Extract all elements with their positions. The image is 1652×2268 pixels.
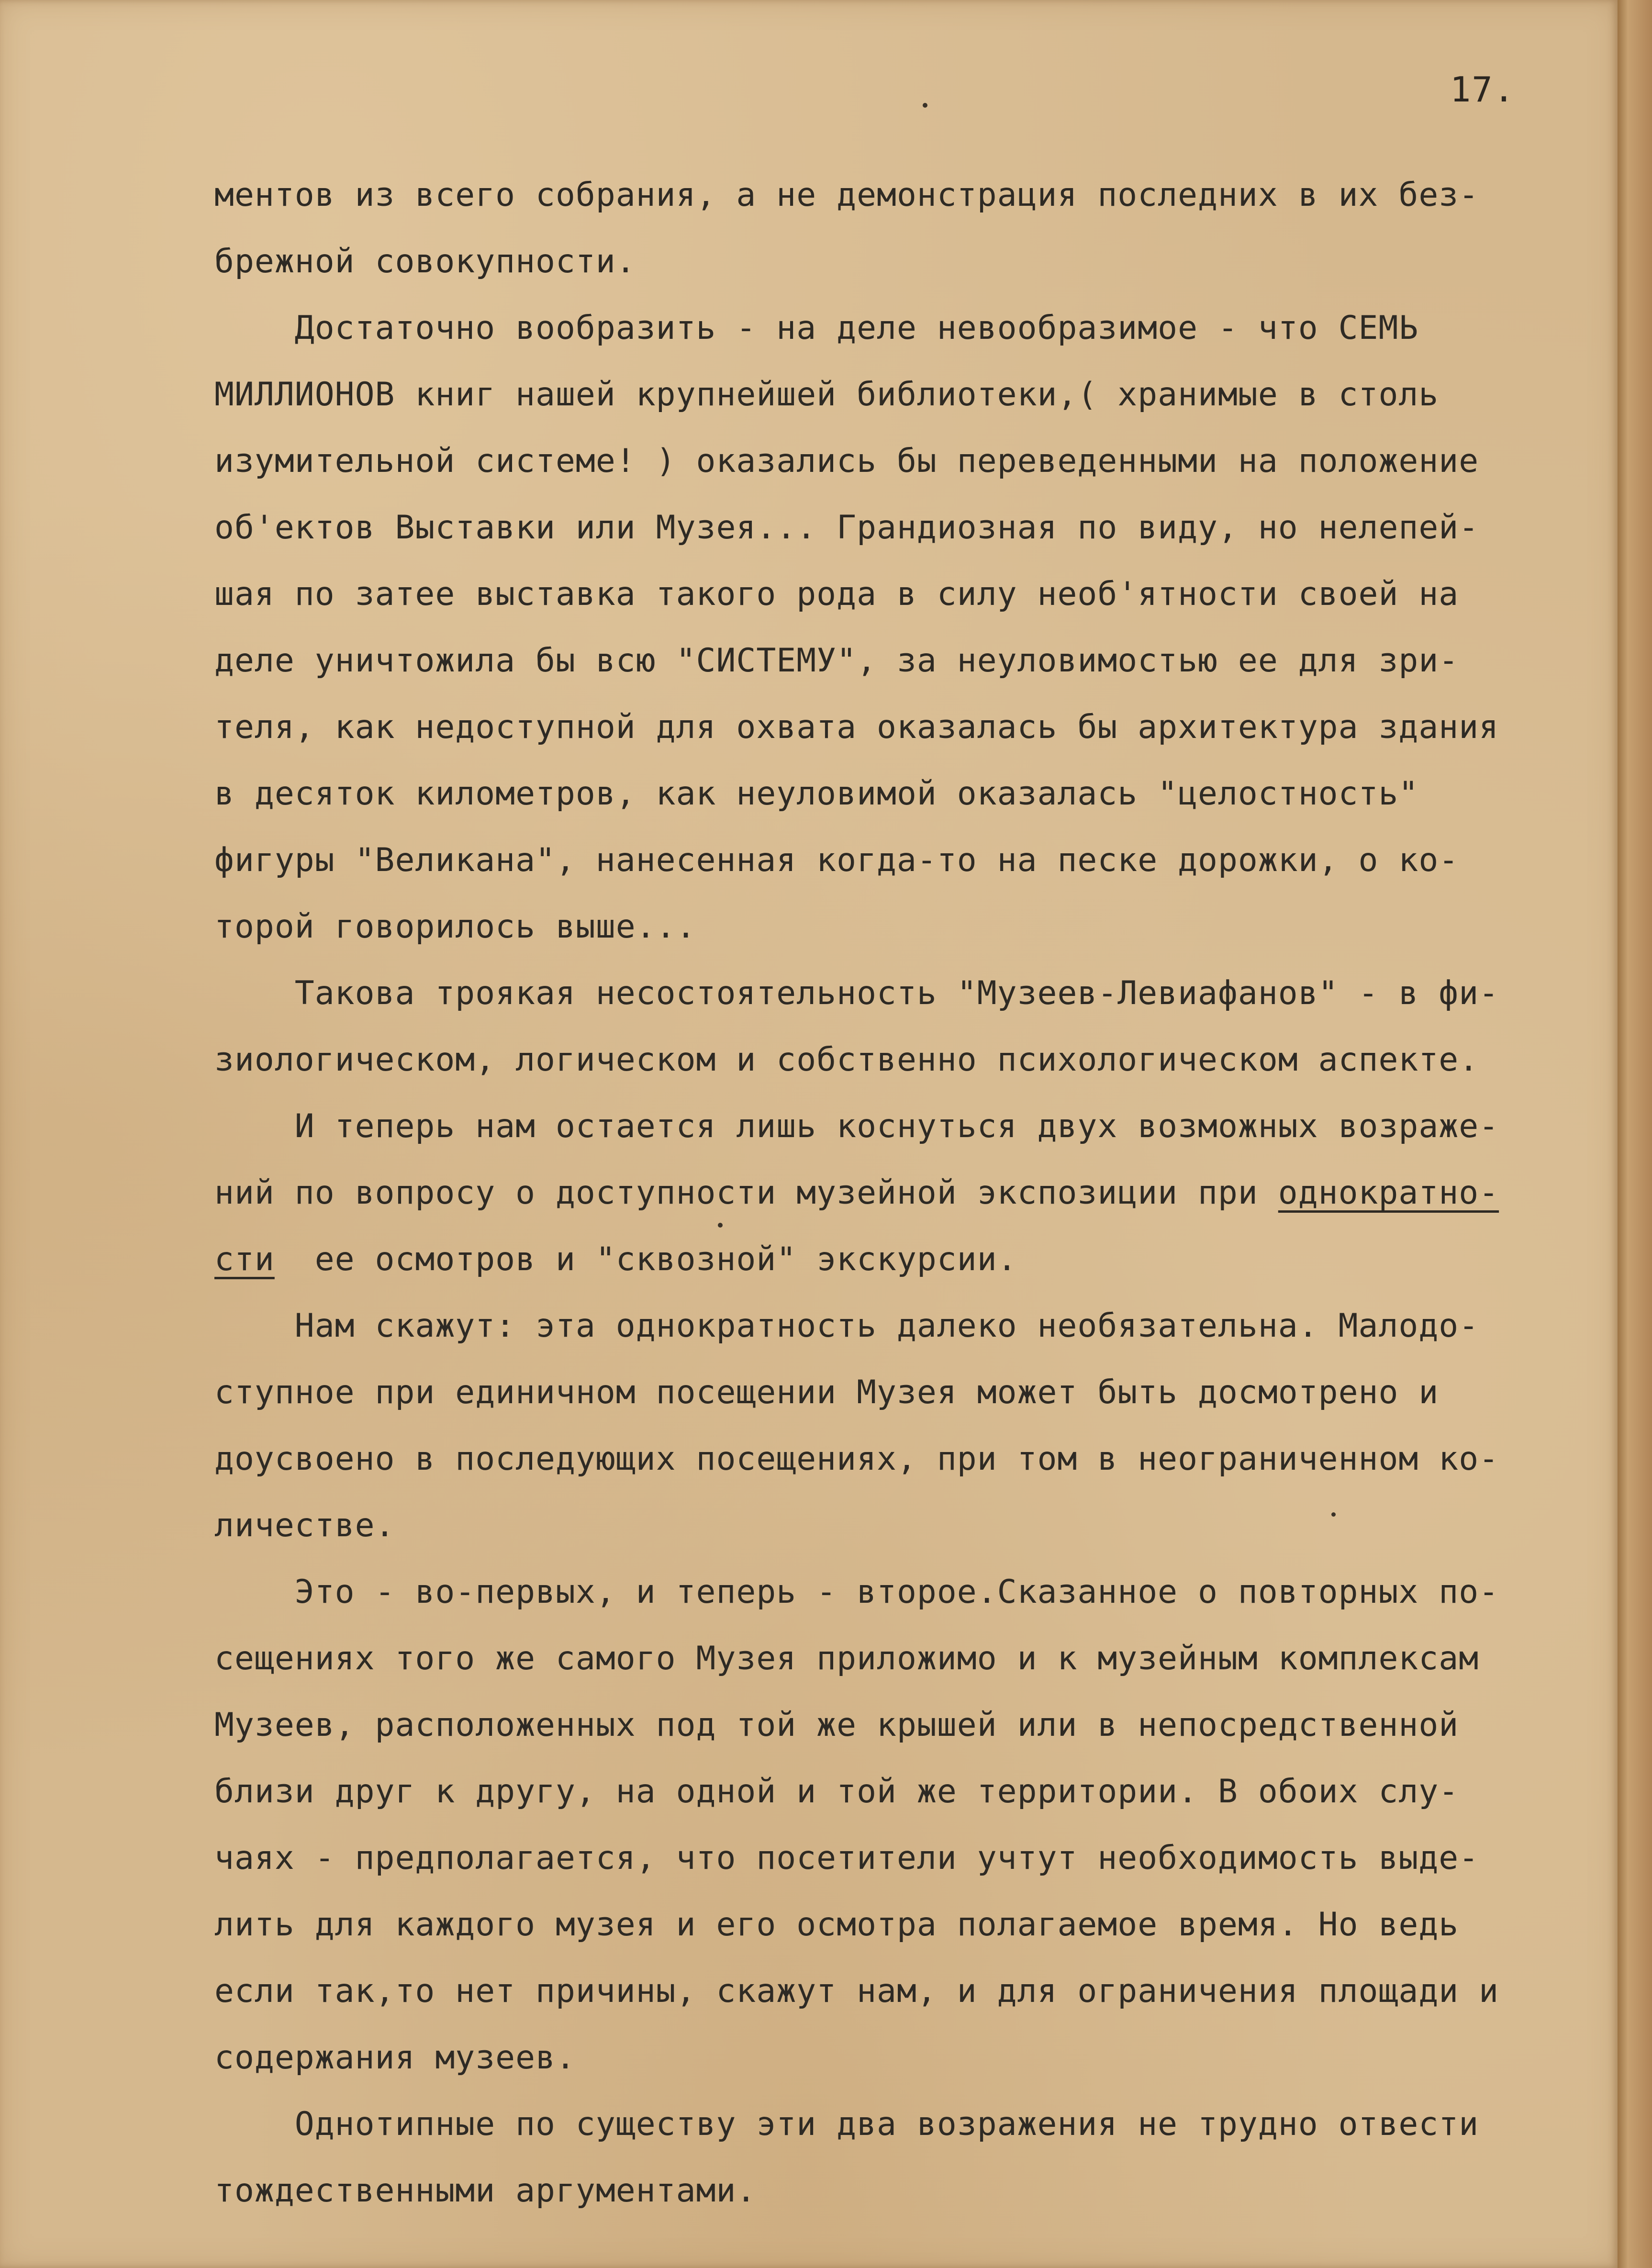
- text-line: ментов из всего собрания, а не демонстрация последних в их без-: [214, 176, 1479, 214]
- text-line: торой говорилось выше...: [214, 908, 696, 946]
- text-line: личестве.: [214, 1507, 395, 1544]
- text-line: об'ектов Выставки или Музея... Грандиозная по виду, но нелепей-: [214, 509, 1479, 547]
- text-line: ступное при единичном посещении Музея может быть досмотрено и: [214, 1374, 1439, 1411]
- typewritten-text: [214, 162, 1583, 2224]
- underlined-word: сти: [214, 1240, 275, 1278]
- text-line-with-underline: [214, 1160, 1583, 1226]
- text-line: если так,то нет причины, скажут нам, и для ограничения площади и: [214, 1972, 1499, 2010]
- text-line: Это - во-первых, и теперь - второе.Сказанное о повторных по-: [214, 1573, 1499, 1611]
- text-line: чаях - предполагается, что посетители учтут необходимость выде-: [214, 1839, 1479, 1877]
- text-line: тождественными аргументами.: [214, 2172, 757, 2210]
- text-line-with-underline: [214, 1226, 1583, 1293]
- text-line: лить для каждого музея и его осмотра полагаемое время. Но ведь: [214, 1906, 1459, 1944]
- text-line: Такова троякая несостоятельность "Музеев-Левиафанов" - в фи-: [214, 974, 1499, 1012]
- page-edge: [1618, 0, 1652, 2268]
- page-number: 17.: [1450, 69, 1516, 110]
- text-line: изумительной системе! ) оказались бы переведенными на положение: [214, 442, 1479, 480]
- ink-speck: [923, 103, 927, 108]
- text-line: близи друг к другу, на одной и той же территории. В обоих слу-: [214, 1773, 1459, 1810]
- text-line: сещениях того же самого Музея приложимо и к музейным комплексам: [214, 1640, 1479, 1677]
- text-line: Музеев, расположенных под той же крышей или в непосредственной: [214, 1706, 1459, 1744]
- text-line: брежной совокупности.: [214, 243, 636, 280]
- text-line: Однотипные по существу эти два возражения не трудно отвести: [214, 2105, 1479, 2143]
- text-segment: ее осмотров и "сквозной" экскурсии.: [274, 1240, 1017, 1278]
- text-line: Достаточно вообразить - на деле невообразимое - что СЕМЬ: [214, 309, 1419, 347]
- text-line: содержания музеев.: [214, 2039, 576, 2077]
- text-line: зиологическом, логическом и собственно психологическом аспекте.: [214, 1041, 1479, 1079]
- text-line: деле уничтожила бы всю "СИСТЕМУ", за неуловимостью ее для зри-: [214, 642, 1459, 680]
- text-segment: ний по вопросу о доступности музейной экспозиции при: [214, 1174, 1278, 1212]
- text-line: фигуры "Великана", нанесенная когда-то на песке дорожки, о ко-: [214, 841, 1459, 879]
- text-line: И теперь нам остается лишь коснуться двух возможных возраже-: [214, 1107, 1499, 1145]
- ink-speck: [718, 1223, 723, 1228]
- underlined-word: однократно-: [1278, 1174, 1499, 1212]
- text-line: доусвоено в последующих посещениях, при том в неограниченном ко-: [214, 1440, 1499, 1478]
- text-line: МИЛЛИОНОВ книг нашей крупнейшей библиотеки,( хранимые в столь: [214, 376, 1439, 413]
- ink-speck: [1331, 1512, 1336, 1517]
- text-line: Нам скажут: эта однократность далеко необязательна. Малодо-: [214, 1307, 1479, 1345]
- text-line: теля, как недоступной для охвата оказалась бы архитектура здания: [214, 708, 1499, 746]
- text-line: шая по затее выставка такого рода в силу необ'ятности своей на: [214, 575, 1459, 613]
- text-line: в десяток километров, как неуловимой оказалась "целостность": [214, 775, 1419, 813]
